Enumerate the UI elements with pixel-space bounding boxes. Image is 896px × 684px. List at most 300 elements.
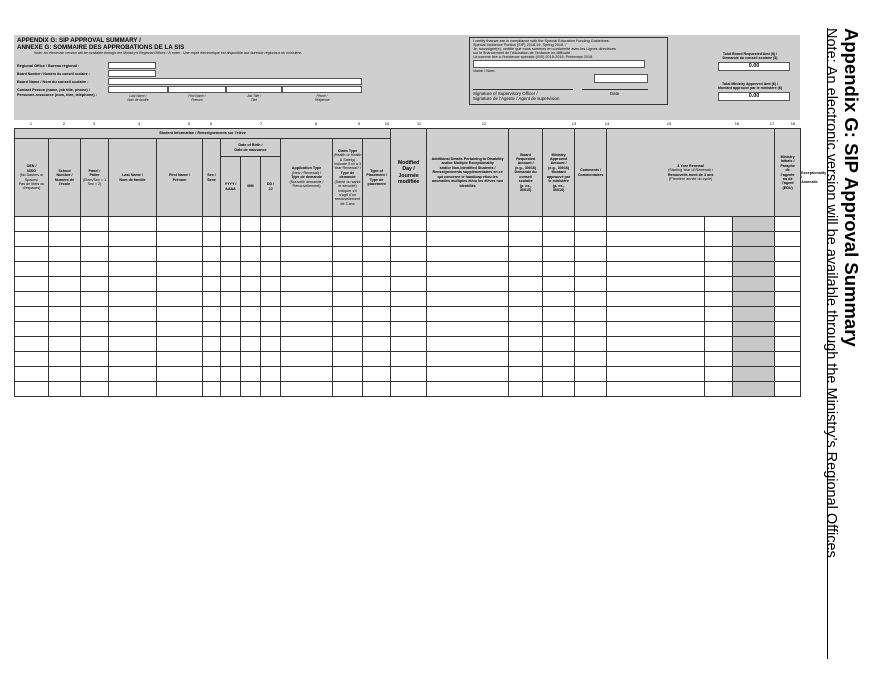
table-cell[interactable] <box>281 382 333 397</box>
table-cell[interactable] <box>81 307 109 322</box>
table-cell[interactable] <box>391 352 427 367</box>
table-cell[interactable] <box>733 367 775 382</box>
table-cell[interactable] <box>81 262 109 277</box>
table-cell[interactable] <box>157 217 203 232</box>
table-cell[interactable] <box>241 247 261 262</box>
table-cell[interactable] <box>221 232 241 247</box>
table-cell[interactable] <box>261 337 281 352</box>
table-cell[interactable] <box>109 232 157 247</box>
table-cell[interactable] <box>157 367 203 382</box>
table-row <box>15 337 801 352</box>
ministry-initials-line: l’agent <box>781 181 794 186</box>
table-cell[interactable] <box>261 382 281 397</box>
table-cell[interactable] <box>109 262 157 277</box>
table-cell[interactable] <box>363 367 391 382</box>
table-cell[interactable] <box>363 262 391 277</box>
table-cell[interactable] <box>607 262 705 277</box>
table-cell[interactable] <box>203 382 221 397</box>
table-cell[interactable] <box>15 277 49 292</box>
first-name-line: First Name / <box>168 173 191 178</box>
table-cell[interactable] <box>241 262 261 277</box>
table-cell[interactable] <box>203 232 221 247</box>
table-cell[interactable] <box>261 232 281 247</box>
table-cell[interactable] <box>221 352 241 367</box>
table-cell[interactable] <box>733 262 775 277</box>
table-cell[interactable] <box>333 307 363 322</box>
table-cell[interactable] <box>575 307 607 322</box>
table-cell[interactable] <box>109 367 157 382</box>
school-number-line: l’école <box>58 181 71 186</box>
table-cell[interactable] <box>241 217 261 232</box>
table-cell[interactable] <box>81 367 109 382</box>
table-cell[interactable] <box>705 382 733 397</box>
table-cell[interactable] <box>241 337 261 352</box>
claim-type-header <box>333 139 363 217</box>
table-row <box>15 352 801 367</box>
table-cell[interactable] <box>109 352 157 367</box>
table-cell[interactable] <box>733 277 775 292</box>
table-cell[interactable] <box>203 352 221 367</box>
table-cell[interactable] <box>509 292 543 307</box>
name-label: Name / Nom: <box>473 69 496 73</box>
table-cell[interactable] <box>109 277 157 292</box>
column-number: 1 <box>29 121 33 126</box>
table-cell[interactable] <box>575 367 607 382</box>
table-cell[interactable] <box>157 292 203 307</box>
table-cell[interactable] <box>607 217 705 232</box>
table-cell[interactable] <box>81 337 109 352</box>
table-cell[interactable] <box>333 277 363 292</box>
table-cell[interactable] <box>221 322 241 337</box>
table-cell[interactable] <box>109 217 157 232</box>
exceptionality-line: Exceptionality <box>801 170 827 175</box>
dob-header: Date of Birth / Date de naissance <box>221 139 281 157</box>
table-cell[interactable] <box>775 382 801 397</box>
table-cell[interactable] <box>241 232 261 247</box>
table-cell[interactable] <box>333 262 363 277</box>
table-cell[interactable] <box>607 382 705 397</box>
table-cell[interactable] <box>281 367 333 382</box>
table-cell[interactable] <box>15 262 49 277</box>
last-name-line: Nom de famille <box>119 177 146 182</box>
table-cell[interactable] <box>543 322 575 337</box>
table-cell[interactable] <box>607 352 705 367</box>
table-cell[interactable] <box>509 277 543 292</box>
table-cell[interactable] <box>733 292 775 307</box>
table-cell[interactable] <box>281 262 333 277</box>
table-cell[interactable] <box>427 262 509 277</box>
table-cell[interactable] <box>49 232 81 247</box>
table-cell[interactable] <box>543 337 575 352</box>
table-cell[interactable] <box>49 337 81 352</box>
table-cell[interactable] <box>391 247 427 262</box>
table-cell[interactable] <box>281 322 333 337</box>
table-cell[interactable] <box>333 337 363 352</box>
table-cell[interactable] <box>543 247 575 262</box>
table-cell[interactable] <box>241 307 261 322</box>
table-cell[interactable] <box>221 277 241 292</box>
table-cell[interactable] <box>203 262 221 277</box>
table-cell[interactable] <box>363 277 391 292</box>
table-cell[interactable] <box>705 352 733 367</box>
board-name-field[interactable] <box>108 78 362 85</box>
table-cell[interactable] <box>705 367 733 382</box>
table-cell[interactable] <box>203 322 221 337</box>
table-cell[interactable] <box>49 217 81 232</box>
certify-line: sur le financement de l’éducation de l’enfance en difficulté <box>473 51 571 55</box>
table-cell[interactable] <box>391 217 427 232</box>
signature-line <box>473 89 573 90</box>
table-cell[interactable] <box>281 217 333 232</box>
table-cell[interactable] <box>391 292 427 307</box>
table-cell[interactable] <box>607 292 705 307</box>
table-cell[interactable] <box>203 307 221 322</box>
table-cell[interactable] <box>203 367 221 382</box>
table-cell[interactable] <box>203 277 221 292</box>
table-cell[interactable] <box>775 367 801 382</box>
column-number: 4 <box>137 121 141 126</box>
table-cell[interactable] <box>543 367 575 382</box>
table-cell[interactable] <box>607 367 705 382</box>
table-cell[interactable] <box>157 322 203 337</box>
table-cell[interactable] <box>203 247 221 262</box>
table-cell[interactable] <box>607 247 705 262</box>
table-cell[interactable] <box>575 247 607 262</box>
board-number-field[interactable] <box>108 70 156 77</box>
table-cell[interactable] <box>241 352 261 367</box>
first-name-header <box>157 139 203 217</box>
table-cell[interactable] <box>281 292 333 307</box>
table-cell[interactable] <box>575 277 607 292</box>
table-cell[interactable] <box>607 277 705 292</box>
table-cell[interactable] <box>261 292 281 307</box>
table-cell[interactable] <box>427 307 509 322</box>
table-cell[interactable] <box>363 292 391 307</box>
table-cell[interactable] <box>109 382 157 397</box>
table-cell[interactable] <box>241 322 261 337</box>
table-cell[interactable] <box>427 217 509 232</box>
table-cell[interactable] <box>49 247 81 262</box>
table-cell[interactable] <box>281 277 333 292</box>
table-cell[interactable] <box>81 232 109 247</box>
table-cell[interactable] <box>705 217 733 232</box>
table-cell[interactable] <box>157 352 203 367</box>
table-cell[interactable] <box>775 232 801 247</box>
table-cell[interactable] <box>391 367 427 382</box>
table-cell[interactable] <box>391 382 427 397</box>
table-cell[interactable] <box>775 307 801 322</box>
table-cell[interactable] <box>575 232 607 247</box>
first-name-caption: First Name / Prénom <box>188 94 206 102</box>
table-cell[interactable] <box>203 292 221 307</box>
table-cell[interactable] <box>509 217 543 232</box>
table-cell[interactable] <box>15 247 49 262</box>
table-cell[interactable] <box>363 247 391 262</box>
table-row <box>15 247 801 262</box>
table-cell[interactable] <box>705 322 733 337</box>
table-cell[interactable] <box>49 382 81 397</box>
regional-office-field[interactable] <box>108 62 156 69</box>
table-cell[interactable] <box>427 232 509 247</box>
table-cell[interactable] <box>15 232 49 247</box>
table-cell[interactable] <box>775 322 801 337</box>
table-cell[interactable] <box>733 382 775 397</box>
table-cell[interactable] <box>363 217 391 232</box>
table-cell[interactable] <box>427 247 509 262</box>
table-cell[interactable] <box>607 307 705 322</box>
table-cell[interactable] <box>49 322 81 337</box>
table-cell[interactable] <box>221 337 241 352</box>
table-cell[interactable] <box>81 217 109 232</box>
table-cell[interactable] <box>261 307 281 322</box>
table-cell[interactable] <box>391 277 427 292</box>
contact-last-name-field[interactable] <box>108 86 168 93</box>
table-cell[interactable] <box>427 277 509 292</box>
table-cell[interactable] <box>705 262 733 277</box>
table-cell[interactable] <box>109 292 157 307</box>
table-cell[interactable] <box>775 352 801 367</box>
table-cell[interactable] <box>509 247 543 262</box>
table-cell[interactable] <box>241 292 261 307</box>
certify-line: I certify that we are in compliance with the Special Education Funding Guidelines: <box>473 39 610 43</box>
table-cell[interactable] <box>15 307 49 322</box>
table-cell[interactable] <box>261 247 281 262</box>
oen-line: d’espaces) <box>22 186 41 191</box>
table-cell[interactable] <box>157 382 203 397</box>
table-cell[interactable] <box>15 217 49 232</box>
table-cell[interactable] <box>509 262 543 277</box>
table-cell[interactable] <box>261 217 281 232</box>
contact-first-name-field[interactable] <box>168 86 226 93</box>
board-requested-line: (e.g., 30016) <box>515 165 537 170</box>
table-cell[interactable] <box>733 307 775 322</box>
table-cell[interactable] <box>363 232 391 247</box>
table-cell[interactable] <box>49 352 81 367</box>
table-cell[interactable] <box>543 382 575 397</box>
table-cell[interactable] <box>157 262 203 277</box>
table-cell[interactable] <box>509 337 543 352</box>
table-cell[interactable] <box>705 247 733 262</box>
table-cell[interactable] <box>241 277 261 292</box>
table-cell[interactable] <box>509 322 543 337</box>
table-cell[interactable] <box>261 322 281 337</box>
table-cell[interactable] <box>705 337 733 352</box>
table-cell[interactable] <box>391 307 427 322</box>
table-cell[interactable] <box>363 337 391 352</box>
table-cell[interactable] <box>363 322 391 337</box>
table-cell[interactable] <box>15 322 49 337</box>
table-cell[interactable] <box>543 292 575 307</box>
table-cell[interactable] <box>15 367 49 382</box>
table-cell[interactable] <box>705 307 733 322</box>
table-cell[interactable] <box>509 232 543 247</box>
table-cell[interactable] <box>733 217 775 232</box>
table-cell[interactable] <box>427 292 509 307</box>
table-cell[interactable] <box>281 337 333 352</box>
first-name-line: Prénom <box>172 177 187 182</box>
table-cell[interactable] <box>15 292 49 307</box>
table-cell[interactable] <box>575 217 607 232</box>
table-cell[interactable] <box>157 307 203 322</box>
table-cell[interactable] <box>49 307 81 322</box>
table-cell[interactable] <box>333 292 363 307</box>
table-cell[interactable] <box>543 277 575 292</box>
table-cell[interactable] <box>733 232 775 247</box>
table-cell[interactable] <box>543 262 575 277</box>
table-cell[interactable] <box>221 307 241 322</box>
table-cell[interactable] <box>427 322 509 337</box>
table-cell[interactable] <box>391 232 427 247</box>
panel-line: Sec = 2) <box>87 181 102 186</box>
table-cell[interactable] <box>391 337 427 352</box>
table-cell[interactable] <box>543 217 575 232</box>
last-name-header <box>109 139 157 217</box>
table-cell[interactable] <box>221 262 241 277</box>
contact-job-title-field[interactable] <box>226 86 282 93</box>
table-cell[interactable] <box>705 232 733 247</box>
table-cell[interactable] <box>221 292 241 307</box>
table-cell[interactable] <box>203 337 221 352</box>
signature-label-fr: Signature de l’Agente / Agent de supervision <box>473 96 560 101</box>
table-cell[interactable] <box>81 292 109 307</box>
signature-label-en: Signature of Supervisory Officer / <box>473 91 538 96</box>
table-cell[interactable] <box>775 292 801 307</box>
table-cell[interactable] <box>203 217 221 232</box>
board-requested-header <box>509 129 543 217</box>
table-cell[interactable] <box>733 322 775 337</box>
table-cell[interactable] <box>775 262 801 277</box>
table-cell[interactable] <box>241 382 261 397</box>
table-cell[interactable] <box>705 277 733 292</box>
additional-details-line: and/or Non-identified Students / <box>439 165 496 170</box>
table-cell[interactable] <box>543 352 575 367</box>
table-cell[interactable] <box>157 277 203 292</box>
total-ministry-value[interactable]: 0.00 <box>718 92 790 101</box>
table-cell[interactable] <box>733 352 775 367</box>
table-cell[interactable] <box>281 232 333 247</box>
renewal-line: (Starting Year of Renewal) / <box>668 168 714 173</box>
table-cell[interactable] <box>509 382 543 397</box>
table-cell[interactable] <box>221 367 241 382</box>
table-cell[interactable] <box>509 307 543 322</box>
table-cell[interactable] <box>775 337 801 352</box>
table-cell[interactable] <box>427 352 509 367</box>
table-cell[interactable] <box>221 217 241 232</box>
table-cell[interactable] <box>333 367 363 382</box>
certify-name-field[interactable] <box>473 60 645 68</box>
table-cell[interactable] <box>49 277 81 292</box>
table-cell[interactable] <box>221 382 241 397</box>
table-cell[interactable] <box>157 232 203 247</box>
table-cell[interactable] <box>575 322 607 337</box>
table-cell[interactable] <box>81 277 109 292</box>
table-row <box>15 367 801 382</box>
table-cell[interactable] <box>733 247 775 262</box>
table-cell[interactable] <box>261 277 281 292</box>
table-cell[interactable] <box>49 367 81 382</box>
table-cell[interactable] <box>607 232 705 247</box>
table-cell[interactable] <box>607 322 705 337</box>
table-cell[interactable] <box>391 322 427 337</box>
table-cell[interactable] <box>391 262 427 277</box>
table-cell[interactable] <box>261 262 281 277</box>
contact-phone-field[interactable] <box>282 86 362 93</box>
table-cell[interactable] <box>333 232 363 247</box>
table-cell[interactable] <box>575 382 607 397</box>
claim-type-line: renouvellement <box>334 197 361 202</box>
table-cell[interactable] <box>261 352 281 367</box>
table-cell[interactable] <box>333 352 363 367</box>
table-cell[interactable] <box>281 352 333 367</box>
table-cell[interactable] <box>109 247 157 262</box>
table-cell[interactable] <box>157 247 203 262</box>
table-cell[interactable] <box>363 307 391 322</box>
table-cell[interactable] <box>81 247 109 262</box>
table-cell[interactable] <box>427 382 509 397</box>
table-cell[interactable] <box>81 382 109 397</box>
table-cell[interactable] <box>575 337 607 352</box>
table-cell[interactable] <box>363 352 391 367</box>
table-cell[interactable] <box>15 352 49 367</box>
table-cell[interactable] <box>261 367 281 382</box>
column-number: 16 <box>734 121 740 126</box>
table-cell[interactable] <box>427 337 509 352</box>
table-cell[interactable] <box>509 352 543 367</box>
table-cell[interactable] <box>775 217 801 232</box>
table-cell[interactable] <box>333 247 363 262</box>
table-cell[interactable] <box>221 247 241 262</box>
date-field[interactable] <box>594 74 648 83</box>
table-cell[interactable] <box>775 277 801 292</box>
table-cell[interactable] <box>575 352 607 367</box>
total-board-value[interactable]: 0.00 <box>718 62 790 71</box>
table-cell[interactable] <box>575 262 607 277</box>
table-cell[interactable] <box>49 292 81 307</box>
table-cell[interactable] <box>543 232 575 247</box>
claim-type-line: demande <box>339 175 356 180</box>
table-cell[interactable] <box>509 367 543 382</box>
table-cell[interactable] <box>241 367 261 382</box>
table-cell[interactable] <box>333 322 363 337</box>
table-cell[interactable] <box>281 247 333 262</box>
table-cell[interactable] <box>81 352 109 367</box>
table-cell[interactable] <box>427 367 509 382</box>
table-cell[interactable] <box>109 337 157 352</box>
table-cell[interactable] <box>775 247 801 262</box>
board-requested-line: Requested <box>516 157 536 162</box>
table-cell[interactable] <box>607 337 705 352</box>
table-cell[interactable] <box>575 292 607 307</box>
table-cell[interactable] <box>157 337 203 352</box>
table-cell[interactable] <box>15 337 49 352</box>
table-cell[interactable] <box>281 307 333 322</box>
table-cell[interactable] <box>333 382 363 397</box>
table-cell[interactable] <box>543 307 575 322</box>
yyyy-header: YYYY / AAAA <box>221 157 241 217</box>
table-cell[interactable] <box>705 292 733 307</box>
table-cell[interactable] <box>333 217 363 232</box>
board-requested-line: Demande du <box>514 170 537 175</box>
table-cell[interactable] <box>15 382 49 397</box>
table-cell[interactable] <box>81 322 109 337</box>
table-cell[interactable] <box>733 337 775 352</box>
table-cell[interactable] <box>49 262 81 277</box>
table-cell[interactable] <box>109 307 157 322</box>
table-cell[interactable] <box>109 322 157 337</box>
appendix-title: Appendix G: SIP Approval Summary <box>841 28 862 347</box>
table-cell[interactable] <box>363 382 391 397</box>
ministry-initials-line: Ministry <box>780 154 795 159</box>
